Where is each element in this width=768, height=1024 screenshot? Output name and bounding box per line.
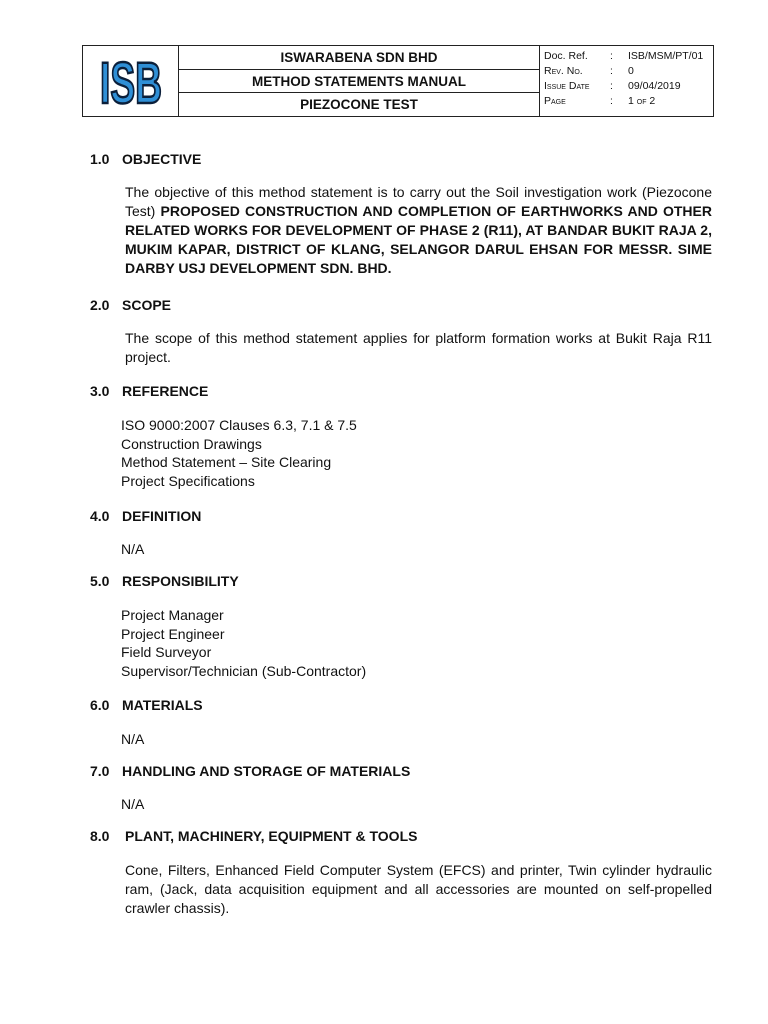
- page-total: 2: [649, 94, 656, 107]
- page-of: of: [636, 94, 647, 107]
- list-item: Method Statement – Site Clearing: [121, 454, 332, 471]
- section-number: 1.0: [90, 151, 110, 167]
- meta-issue-date: [544, 78, 713, 93]
- plant-paragraph: Cone, Filters, Enhanced Field Computer System (EFCS) and printer, Twin cylinder hydraulic ram, (Jack, data acquisition equipment and all accessories are mounted on self-propelled crawler chassis).: [125, 862, 712, 916]
- section-title: DEFINITION: [122, 508, 202, 524]
- handling-text: N/A: [121, 796, 145, 812]
- header-titles: [179, 46, 540, 116]
- section-number: 6.0: [90, 697, 110, 713]
- meta-value: [628, 95, 655, 107]
- section-number: 7.0: [90, 763, 110, 779]
- section-heading-objective: [90, 151, 201, 167]
- section-title: OBJECTIVE: [122, 151, 202, 167]
- meta-sep: :: [610, 64, 613, 77]
- meta-value: ISB/MSM/PT/01: [628, 49, 704, 62]
- meta-rev-no: [544, 63, 713, 78]
- list-item: Project Manager: [121, 607, 224, 623]
- document-meta: [540, 46, 713, 116]
- objective-text: The objective of this method statement is to carry out the Soil investigation work (Piezocone Test): [125, 184, 712, 219]
- document-header: [82, 45, 714, 117]
- company-logo: [83, 46, 179, 116]
- list-item: Supervisor/Technician (Sub-Contractor): [121, 662, 367, 679]
- isb-logo-icon: [99, 51, 163, 116]
- section-heading-scope: [90, 297, 171, 313]
- reference-list: [121, 416, 357, 490]
- section-number: 2.0: [90, 297, 110, 313]
- meta-label: Page: [544, 94, 566, 107]
- section-number: 4.0: [90, 508, 110, 524]
- meta-value: 09/04/2019: [628, 79, 681, 92]
- meta-value: 0: [628, 64, 634, 77]
- responsibility-list: [121, 606, 366, 680]
- meta-label: Doc. Ref.: [544, 49, 588, 62]
- meta-label: Issue Date: [544, 79, 590, 92]
- meta-sep: :: [610, 49, 613, 62]
- meta-sep: :: [610, 79, 613, 92]
- logo-text: ISB: [99, 51, 162, 116]
- meta-label: Rev. No.: [544, 64, 583, 77]
- section-number: 8.0: [90, 828, 110, 844]
- list-item: ISO 9000:2007 Clauses 6.3, 7.1 & 7.5: [121, 417, 357, 433]
- list-item: Project Specifications: [121, 472, 255, 489]
- manual-title: METHOD STATEMENTS MANUAL: [179, 69, 539, 93]
- materials-text: N/A: [121, 731, 145, 747]
- list-item: Construction Drawings: [121, 435, 262, 452]
- section-title: HANDLING AND STORAGE OF MATERIALS: [122, 763, 411, 779]
- objective-project-title: PROPOSED CONSTRUCTION AND COMPLETION OF EARTHWORKS AND OTHER RELATED WORKS FOR DEVELOPMENT OF PHASE 2 (R11), AT BANDAR BUKIT RAJA 2, MUKIM KAPAR, DISTRICT OF KLANG, SELANGOR DARUL EHSAN FOR MESSR. SIME DARBY USJ DEVELOPMENT SDN. BHD.: [125, 203, 712, 276]
- section-heading-definition: [90, 508, 201, 524]
- section-heading-materials: [90, 697, 203, 713]
- company-name: ISWARABENA SDN BHD: [280, 49, 438, 65]
- section-number: 5.0: [90, 573, 110, 589]
- page-number: 1: [628, 94, 634, 107]
- test-title: PIEZOCONE TEST: [179, 92, 539, 116]
- meta-page: [544, 93, 713, 108]
- objective-paragraph: [125, 183, 712, 278]
- section-number: 3.0: [90, 383, 110, 399]
- section-title: PLANT, MACHINERY, EQUIPMENT & TOOLS: [125, 828, 418, 844]
- section-heading-handling: [90, 763, 410, 779]
- section-heading-plant: [90, 828, 417, 844]
- section-heading-reference: [90, 383, 208, 399]
- meta-doc-ref: [544, 48, 713, 63]
- definition-text: N/A: [121, 541, 145, 557]
- meta-sep: :: [610, 94, 613, 107]
- section-heading-responsibility: [90, 573, 239, 589]
- section-title: SCOPE: [122, 297, 172, 313]
- section-title: REFERENCE: [122, 383, 209, 399]
- list-item: Project Engineer: [121, 625, 225, 642]
- section-title: RESPONSIBILITY: [122, 573, 239, 589]
- list-item: Field Surveyor: [121, 644, 212, 661]
- scope-paragraph: The scope of this method statement applies for platform formation works at Bukit Raja R11 project.: [125, 330, 712, 365]
- section-title: MATERIALS: [122, 697, 203, 713]
